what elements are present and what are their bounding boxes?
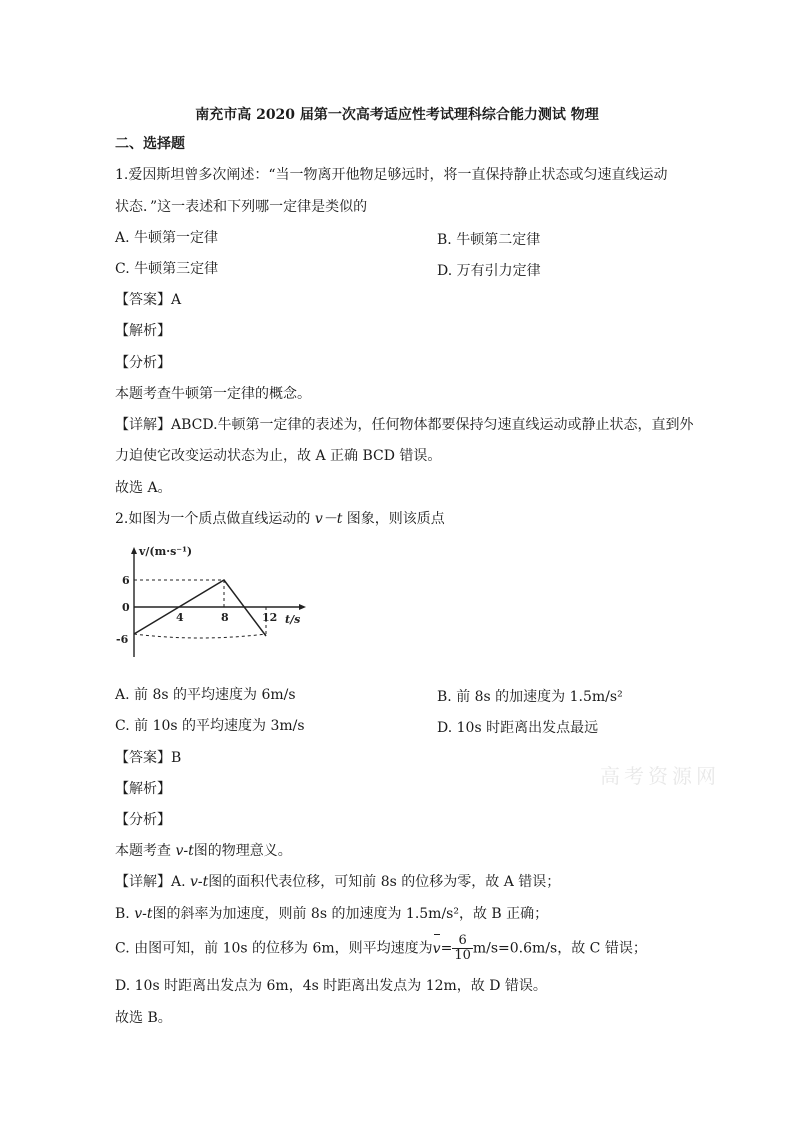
vt-graph-xtick-12: 12 (262, 611, 278, 624)
vt-graph-ytick-6: 6 (122, 574, 130, 587)
vt-graph-line (134, 580, 266, 636)
vt-graph-xlabel: t/s (285, 613, 301, 626)
q2-detail-c-v: v (433, 935, 441, 963)
q1-analysis-heading: 【解析】 (115, 323, 171, 339)
q1-option-d: D. 万有引力定律 (437, 263, 541, 279)
q2-detail-c-suffix: m/s=0.6m/s，故 C 错误； (472, 940, 647, 957)
q2-fenxi-heading: 【分析】 (115, 812, 171, 828)
q2-analysis-heading: 【解析】 (115, 781, 171, 797)
q2-stem-vt: v－t (314, 511, 343, 527)
q1-stem-line1: 1.爱因斯坦曾多次阐述：“当一物离开他物足够远时，将一直保持静止状态或匀速直线运动 (115, 167, 668, 183)
q2-detail-c-eq: = (440, 940, 453, 957)
q1-fenxi-heading: 【分析】 (115, 355, 171, 371)
vt-graph-y-arrow (131, 547, 137, 554)
vt-graph-xtick-8: 8 (221, 611, 229, 624)
q1-stem-line2: 状态．”这一表述和下列哪一定律是类似的 (115, 199, 368, 215)
q2-fenxi-prefix: 本题考查 (115, 843, 176, 859)
q2-detail-c-fraction (452, 934, 473, 963)
q1-detail-line2: 力迫使它改变运动状态为止，故 A 正确 BCD 错误。 (115, 448, 442, 464)
vt-graph-ytick-neg6: -6 (116, 633, 129, 646)
q1-choose: 故选 A。 (115, 480, 172, 496)
q1-detail-line1: 【详解】ABCD.牛顿第一定律的表述为，任何物体都要保持匀速直线运动或静止状态，直到外 (115, 417, 694, 433)
q2-detail-c-prefix: C. 由图可知，前 10s 的位移为 6m，则平均速度为 (115, 940, 433, 957)
q2-stem-suffix: 图象，则该质点 (342, 511, 445, 527)
q2-choose: 故选 B。 (115, 1010, 172, 1026)
q2-detail-a-prefix: 【详解】A. (115, 874, 191, 890)
q2-detail-a (115, 873, 560, 891)
section-heading: 二、选择题 (115, 136, 185, 152)
q2-fenxi-suffix: 图的物理意义。 (193, 843, 292, 859)
q1-option-a: A. 牛顿第一定律 (115, 230, 219, 246)
q2-detail-b-suffix: 图的斜率为加速度，则前 8s 的加速度为 1.5m/s²，故 B 正确； (152, 906, 549, 922)
vt-graph-xtick-4: 4 (176, 611, 184, 624)
q2-detail-a-vt: v-t (190, 874, 209, 890)
q2-detail-c-denominator: 10 (454, 948, 471, 963)
q2-option-a: A. 前 8s 的平均速度为 6m/s (115, 687, 296, 703)
q2-detail-c-numerator: 6 (452, 934, 473, 949)
q1-answer: 【答案】A (115, 292, 182, 308)
vt-graph (110, 545, 310, 663)
q1-option-c: C. 牛顿第三定律 (115, 261, 219, 277)
vt-graph-x-arrow (299, 604, 306, 610)
q1-fenxi-text: 本题考查牛顿第一定律的概念。 (115, 386, 311, 402)
watermark: 高考资源网 (600, 764, 720, 788)
q1-option-b: B. 牛顿第二定律 (437, 232, 541, 248)
page-title: 南充市高 2020 届第一次高考适应性考试理科综合能力测试 物理 (195, 107, 599, 123)
q2-detail-a-suffix: 图的面积代表位移，可知前 8s 的位移为零，故 A 错误； (208, 874, 561, 890)
vt-graph-ytick-0: 0 (122, 601, 130, 614)
q2-stem-prefix: 2.如图为一个质点做直线运动的 (115, 511, 315, 527)
q2-option-b: B. 前 8s 的加速度为 1.5m/s² (437, 689, 623, 705)
q2-fenxi-vt: v-t (175, 843, 194, 859)
q2-detail-d: D. 10s 时距离出发点为 6m，4s 时距离出发点为 12m，故 D 错误。 (115, 978, 547, 994)
q2-option-d: D. 10s 时距离出发点最远 (437, 720, 599, 736)
vt-graph-guide-bottom (134, 634, 266, 638)
q2-detail-b-vt: v-t (134, 906, 153, 922)
q2-answer: 【答案】B (115, 750, 182, 766)
q2-fenxi-text (115, 842, 292, 860)
q2-detail-c (115, 934, 647, 963)
q2-stem (115, 510, 445, 528)
q2-detail-b (115, 905, 548, 923)
vt-graph-ylabel: v/(m·s⁻¹) (139, 545, 193, 558)
q2-detail-b-prefix: B. (115, 906, 135, 922)
q2-option-c: C. 前 10s 的平均速度为 3m/s (115, 718, 305, 734)
